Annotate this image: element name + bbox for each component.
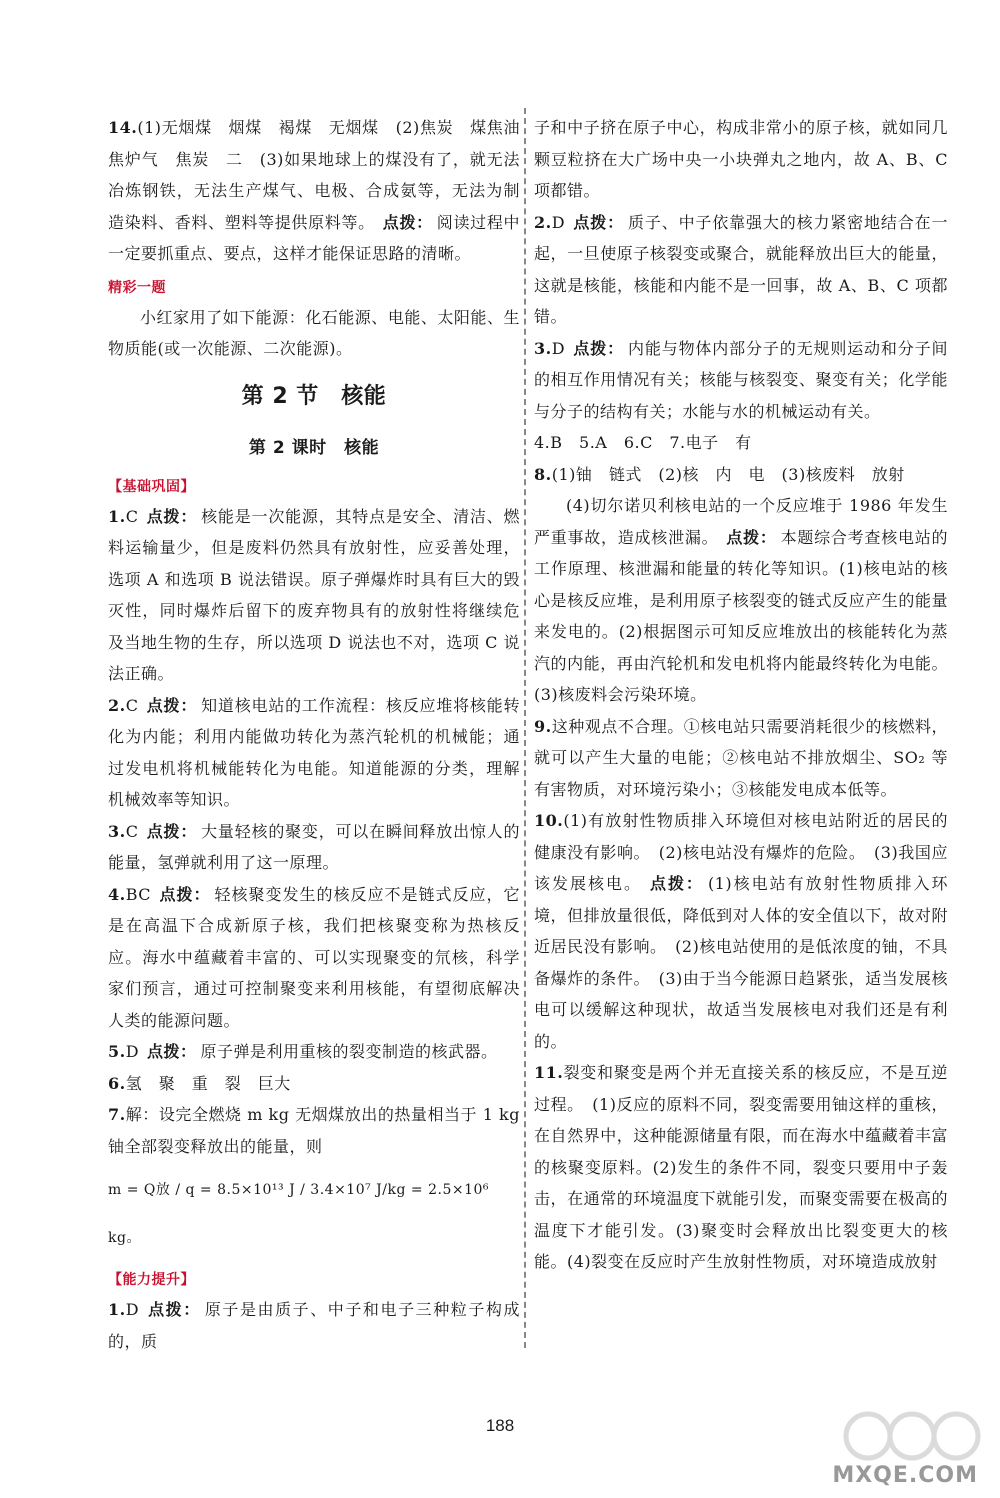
answer-text: (1)无烟煤 烟煤 褐煤 无烟煤 (2)焦炭 煤焦油 焦炉气 焦炭 二 (3)如果地球上的煤没有了，就无法冶炼钢铁，无法生产煤气、电极、合成氨等，无法为制造染料、香料、塑料等提供原料等。 [108, 118, 537, 232]
answer-item [108, 816, 520, 879]
answer-9 [534, 711, 948, 806]
left-column [108, 112, 537, 1357]
answer-letter: D [551, 212, 566, 232]
answer-item [108, 1036, 520, 1068]
jingcai-text: 小红家用了如下能源：化石能源、电能、太阳能、生物质能(或一次能源、二次能源)。 [108, 307, 520, 358]
answer-text: 裂变和聚变是两个并无直接关系的核反应，不是互逆过程。 (1)反应的原料不同，裂变需要用铀这样的重核，在自然界中，这种能源储量有限，而在海水中蕴藏着丰富的核聚变原料。(2)发生的条件不同，裂变只要用中子轰击，在通常的环境温度下就能引发，而聚变需要在极高的温度下才能引发。(3)聚变时会释放出比裂变更大的核能。(4)裂变在反应时产生放射性物质，对环境造成放射 [534, 1063, 948, 1271]
answer-letter: C [125, 695, 139, 715]
answer-letter: BC [125, 884, 151, 904]
answer-7 [108, 1099, 520, 1162]
answer-letter: C [125, 506, 139, 526]
hint-label: 点拨： [147, 1300, 201, 1319]
question-number: 8. [534, 464, 552, 484]
formula: m = Q放 / q = 8.5×10¹³ J / 3.4×10⁷ J/kg = 2.5×10⁶ kg。 [108, 1182, 490, 1246]
question-number: 1. [108, 506, 126, 526]
hint-text: 原子是由质子、中子和电子三种粒子构成的，质 [108, 1300, 520, 1351]
hint-label: 点拨： [146, 695, 198, 715]
hint-text: 核能是一次能源，其特点是安全、清洁、燃料运输量少，但是废料仍然具有放射性，应妥善处理，选项 A 和选项 B 说法错误。原子弹爆炸时具有巨大的毁灭性，同时爆炸后留下的废弃物具有的放射性将继续危及当地生物的生存，所以选项 D 说法也不对，选项 C 说法正确。 [108, 506, 520, 683]
question-number: 9. [534, 716, 552, 736]
answer-letter: D [125, 1042, 140, 1061]
chapter-title: 第 2 节 核能 [241, 383, 387, 409]
hint-text: 内能与物体内部分子的无规则运动和分子间的相互作用情况有关；核能与核裂变、聚变有关；化学能与分子的结构有关；水能与水的机械运动有关。 [534, 338, 948, 421]
answer-letter: D [551, 338, 566, 358]
hint-text: 阅读过程中一定要抓重点、要点，这样才能保证思路的清晰。 [108, 212, 520, 263]
section-nengli: 【能力提升】 [108, 1272, 195, 1288]
hint-text: 原子弹是利用重核的裂变制造的核武器。 [200, 1042, 498, 1061]
question-number: 3. [534, 338, 552, 358]
hint-label: 点拨： [146, 506, 198, 526]
answer-text: (1)有放射性物质排入环境但对核电站附近的居民的健康没有影响。 (2)核电站没有爆炸的危险。 (3)我国应该发展核电。 [534, 811, 948, 893]
watermark-text: MXQE.COM [832, 1463, 978, 1488]
answer-text: 这种观点不合理。①核电站只需要消耗很少的核燃料，就可以产生大量的电能；②核电站不排放烟尘、SO₂ 等有害物质，对环境污染小；③核能发电成本低等。 [534, 716, 948, 799]
question-number: 4. [108, 884, 126, 904]
answer-8 [534, 459, 948, 491]
answer-1-b [108, 1294, 520, 1357]
answer-letter: C [125, 821, 139, 841]
answer-2-b [534, 207, 948, 333]
hint-text: 知道核电站的工作流程：核反应堆将核能转化为内能；利用内能做功转化为蒸汽轮机的机械能；通过发电机将机械能转化为电能。知道能源的分类，理解机械效率等知识。 [108, 695, 520, 809]
answer-10 [534, 805, 948, 1057]
answer-item [108, 690, 520, 816]
answer-item [108, 501, 520, 690]
section-jingcai: 精彩一题 [108, 279, 166, 296]
hint-label: 点拨： [573, 212, 624, 232]
question-number: 1. [108, 1300, 126, 1319]
answers-4-7: 4.B 5.A 6.C 7.电子 有 [534, 433, 752, 452]
question-number: 2. [534, 212, 552, 232]
hint-text: 轻核聚变发生的核反应不是链式反应，它是在高温下合成新原子核，我们把核聚变称为热核反应。海水中蕴藏着丰富的、可以实现聚变的氘核，科学家们预言，通过可控制聚变来利用核能，有望彻底解决人类的能源问题。 [108, 884, 520, 1030]
answer-14 [108, 112, 537, 270]
hint-text: (1)核电站有放射性物质排入环境，但排放量很低，降低到对人体的安全值以下，故对附近居民没有影响。 (2)核电站使用的是低浓度的铀，不具备爆炸的条件。 (3)由于当今能源日趋紧张，适当发展核电可以缓解这种现状，故适当发展核电对我们还是有利的。 [534, 874, 948, 1051]
question-number: 10. [534, 811, 564, 830]
answer-item [108, 879, 520, 1037]
answer-11 [534, 1057, 948, 1278]
question-number: 5. [108, 1042, 126, 1061]
hint-label: 点拨： [159, 884, 211, 904]
question-number: 3. [108, 821, 126, 841]
page-number: 188 [485, 1416, 515, 1435]
lesson-title: 第 2 课时 核能 [248, 437, 380, 458]
hint-label: 点拨： [573, 338, 624, 358]
question-number: 6. [108, 1073, 126, 1093]
question-number: 11. [534, 1063, 564, 1082]
answer-text: 氢 聚 重 裂 巨大 [125, 1073, 291, 1093]
question-number: 2. [108, 695, 126, 715]
hint-text: 本题综合考查核电站的工作原理、核泄漏和能量的转化等知识。(1)核电站的核心是核反应堆，是利用原子核裂变的链式反应产生的能量来发电的。(2)根据图示可知反应堆放出的核能转化为蒸汽的内能，再由汽轮机和发电机将内能最终转化为电能。(3)核废料会污染环境。 [534, 527, 948, 704]
answer-text: (4)切尔诺贝利核电站的一个反应堆于 1986 年发生严重事故，造成核泄漏。 [534, 496, 948, 547]
answer-text: 解：设完全燃烧 m kg 无烟煤放出的热量相当于 1 kg 铀全部裂变释放出的能量，则 [108, 1105, 520, 1156]
hint-label: 点拨： [147, 1042, 197, 1061]
answer-list [108, 501, 520, 1068]
hint-label: 点拨： [649, 874, 704, 893]
section-jichu: 【基础巩固】 [108, 478, 195, 495]
answer-8-continued [534, 490, 948, 711]
answer-letter: D [125, 1300, 140, 1319]
hint-text: 大量轻核的聚变，可以在瞬间释放出惊人的能量，氢弹就利用了这一原理。 [108, 821, 520, 872]
continued-text: 子和中子挤在原子中心，构成非常小的原子核，就如同几颗豆粒挤在大广场中央一小块弹丸之地内，故 A、B、C 项都错。 [534, 118, 948, 200]
column-divider [524, 108, 526, 1348]
question-number: 7. [108, 1105, 126, 1124]
answer-3-b [534, 333, 948, 428]
hint-label: 点拨： [382, 212, 433, 232]
question-number: 14. [108, 118, 138, 137]
right-column [534, 112, 948, 1278]
answer-6 [108, 1068, 520, 1100]
hint-text: 质子、中子依靠强大的核力紧密地结合在一起，一旦使原子核裂变或聚合，就能释放出巨大的能量，这就是核能，核能和内能不是一回事，故 A、B、C 项都错。 [534, 212, 948, 326]
hint-label: 点拨： [146, 821, 198, 841]
hint-label: 点拨： [726, 527, 777, 547]
answer-text: (1)铀 链式 (2)核 内 电 (3)核废料 放射 [551, 464, 905, 484]
